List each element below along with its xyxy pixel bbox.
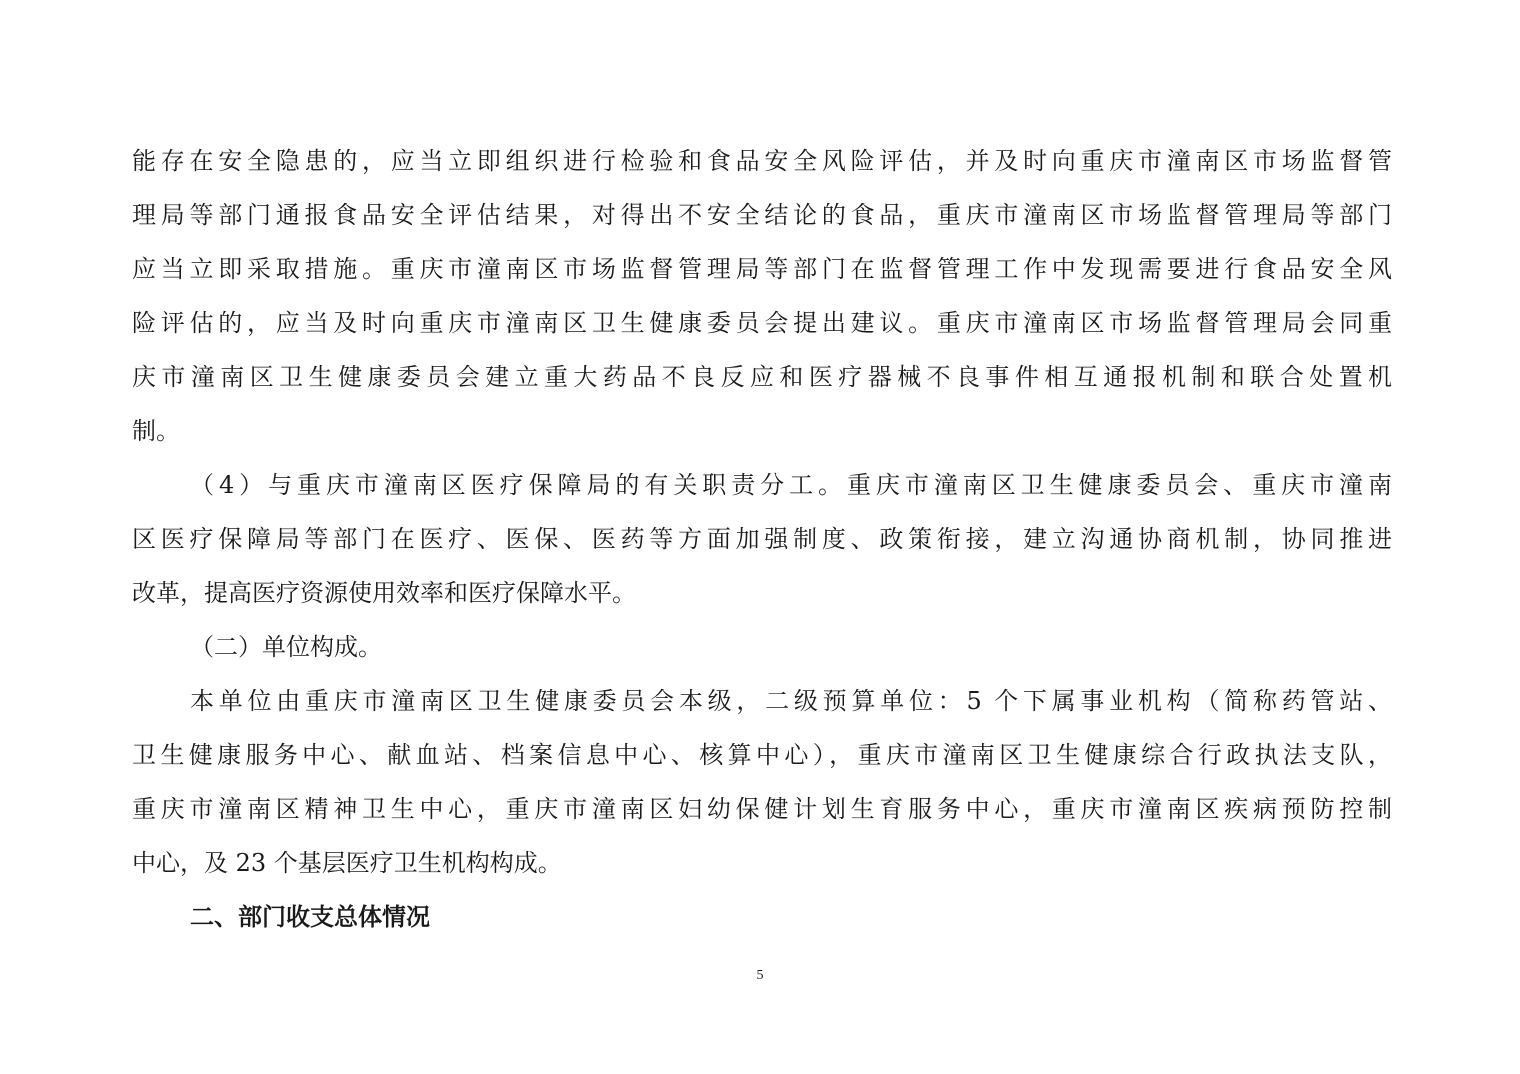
section-heading: 二、部门收支总体情况 <box>190 903 430 931</box>
paragraph-line: 能存在安全隐患的，应当立即组织进行检验和食品安全风险评估，并及时向重庆市潼南区市场监督管 <box>132 147 1392 175</box>
paragraph-line: 中心，及 23 个基层医疗卫生机构构成。 <box>132 849 562 877</box>
paragraph-line: 庆市潼南区卫生健康委员会建立重大药品不良反应和医疗器械不良事件相互通报机制和联合处置机 <box>132 363 1392 391</box>
paragraph-line: （4）与重庆市潼南区医疗保障局的有关职责分工。重庆市潼南区卫生健康委员会、重庆市潼南 <box>190 471 1392 499</box>
section-title: （二）单位构成。 <box>190 633 382 661</box>
paragraph-line: 本单位由重庆市潼南区卫生健康委员会本级，二级预算单位：5 个下属事业机构（简称药管站、 <box>190 687 1392 715</box>
paragraph-line: 改革，提高医疗资源使用效率和医疗保障水平。 <box>132 579 636 607</box>
paragraph-line: 险评估的，应当及时向重庆市潼南区卫生健康委员会提出建议。重庆市潼南区市场监督管理局会同重 <box>132 309 1392 337</box>
paragraph-line: 应当立即采取措施。重庆市潼南区市场监督管理局等部门在监督管理工作中发现需要进行食品安全风 <box>132 255 1392 283</box>
paragraph-line: 重庆市潼南区精神卫生中心，重庆市潼南区妇幼保健计划生育服务中心，重庆市潼南区疾病预防控制 <box>132 795 1392 823</box>
paragraph-line: 卫生健康服务中心、献血站、档案信息中心、核算中心），重庆市潼南区卫生健康综合行政执法支队， <box>132 741 1392 769</box>
paragraph-line: 制。 <box>132 417 180 445</box>
paragraph-line: 理局等部门通报食品安全评估结果，对得出不安全结论的食品，重庆市潼南区市场监督管理局等部门 <box>132 201 1392 229</box>
paragraph-line: 区医疗保障局等部门在医疗、医保、医药等方面加强制度、政策衔接，建立沟通协商机制，协同推进 <box>132 525 1392 553</box>
page-number: 5 <box>756 968 764 983</box>
